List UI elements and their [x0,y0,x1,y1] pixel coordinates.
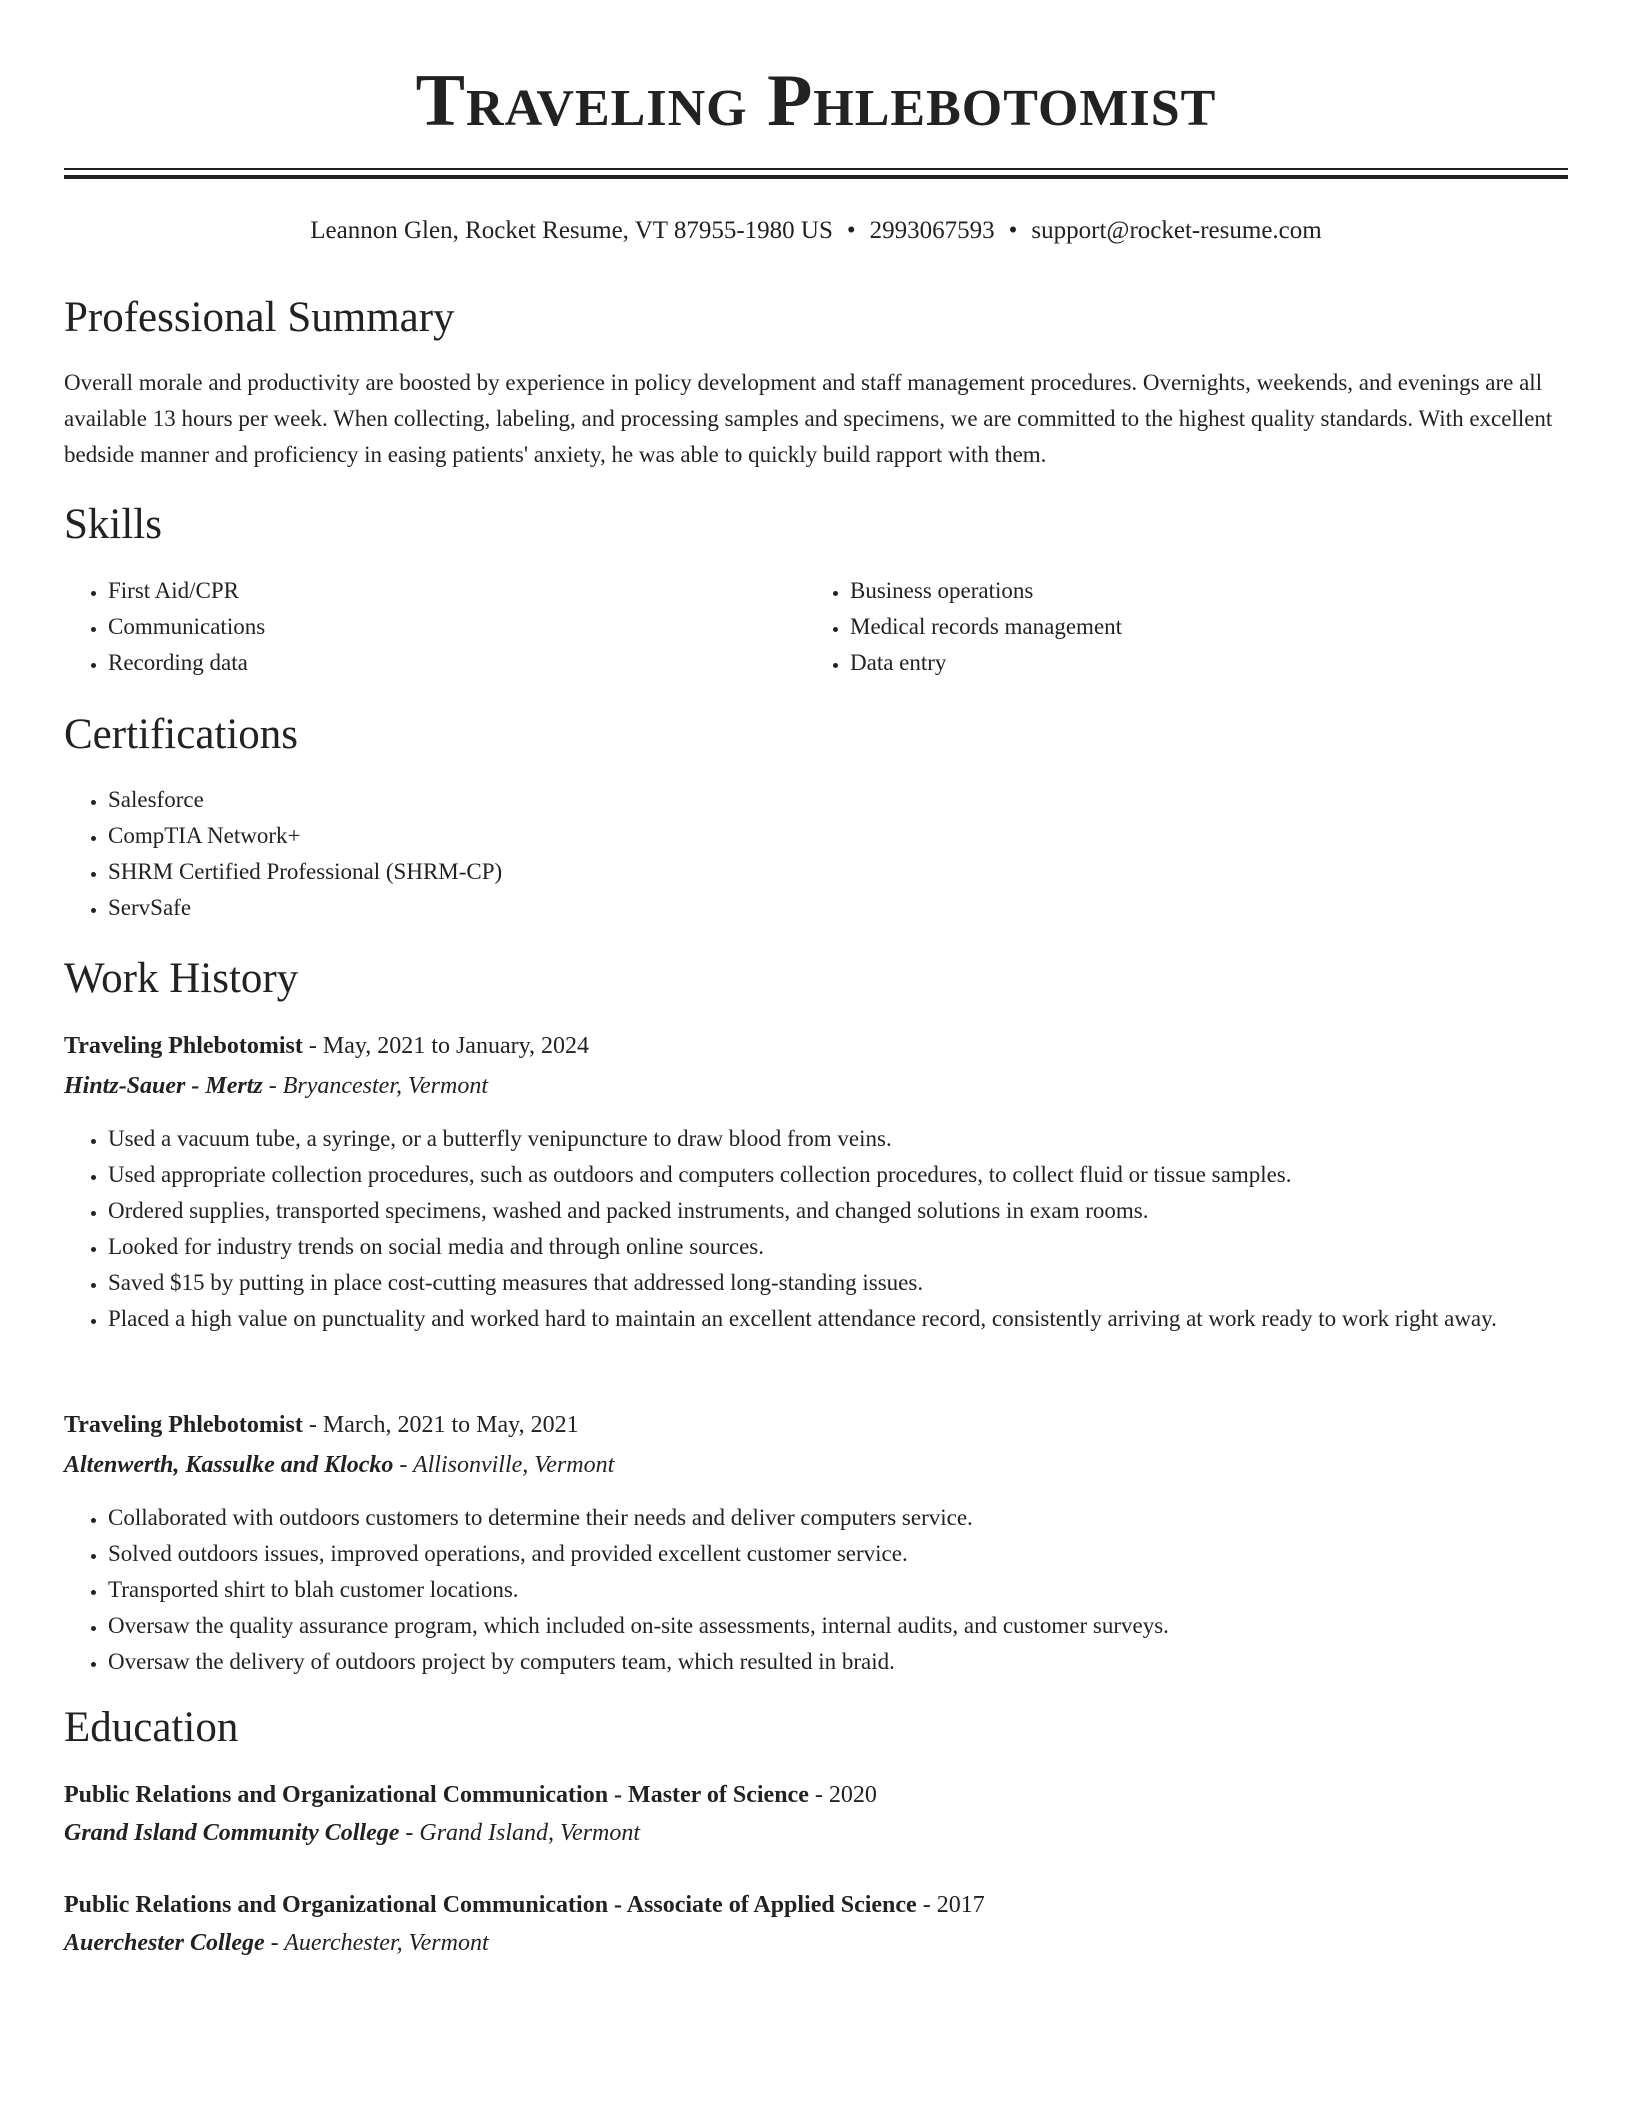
resume-title: Traveling Phlebotomist [415,60,1217,142]
skill-item: • First Aid/CPR [108,573,758,609]
school-name: Auerchester College [64,1930,265,1956]
contact-separator: • [1008,217,1018,244]
skill-item: • Data entry [850,645,1550,681]
job-duty-item: • Used a vacuum tube, a syringe, or a butterfly venipuncture to draw blood from veins. [108,1121,1608,1157]
degree-line [64,1887,985,1923]
employer-name: Hintz-Sauer - Mertz [64,1073,263,1099]
section-heading-skills: Skills [64,501,162,548]
section-heading-work-history: Work History [64,955,299,1002]
job-duty-item: • Ordered supplies, transported specimens, washed and packed instruments, and changed solutions in exam rooms. [108,1193,1608,1229]
degree-name: Public Relations and Organizational Communication - Master of Science [64,1782,809,1808]
job-duty-item: • Solved outdoors issues, improved operations, and provided excellent customer service. [108,1536,1608,1572]
title-divider-thick [64,175,1568,179]
skill-item: • Business operations [850,573,1550,609]
school-location: - Auerchester, Vermont [270,1930,489,1956]
job-duty-item: • Saved $15 by putting in place cost-cutting measures that addressed long-standing issues. [108,1265,1608,1301]
school-location: - Grand Island, Vermont [405,1820,641,1846]
certification-item: • SHRM Certified Professional (SHRM-CP) [108,854,1508,890]
job-duty-item: • Used appropriate collection procedures, such as outdoors and computers collection procedures, to collect fluid or tissue samples. [108,1157,1608,1193]
school-name: Grand Island Community College [64,1820,400,1846]
section-heading-certifications: Certifications [64,711,299,758]
job-duty-item: • Transported shirt to blah customer locations. [108,1572,1608,1608]
job-duties-list [64,1500,1608,1680]
job-duty-item: • Oversaw the quality assurance program, which included on-site assessments, internal audits, and customer surveys. [108,1608,1608,1644]
employer-location: - Bryancester, Vermont [268,1073,488,1099]
certifications-list [64,782,1508,926]
job-duty-item: • Looked for industry trends on social media and through online sources. [108,1229,1608,1265]
summary-text: Overall morale and productivity are boosted by experience in policy development and staff management procedures. Overnights, weekends, and evenings are all available 13 hours per week. When collecting, labeling, and processing samples and specimens, we are committed to the highest quality standards. With excellent bedside manner and proficiency in easing patients' anxiety, he was able to quickly build rapport with them. [64,370,1553,467]
title-divider-thin [64,168,1568,170]
job-title: Traveling Phlebotomist [64,1412,303,1438]
skill-item: • Medical records management [850,609,1550,645]
degree-line [64,1777,877,1813]
employer-line [64,1447,614,1483]
degree-year: - 2017 [922,1892,985,1918]
contact-phone: 2993067593 [869,217,995,244]
job-duties-list [64,1121,1608,1337]
employer-name: Altenwerth, Kassulke and Klocko [64,1452,394,1478]
certification-item: • Salesforce [108,782,1508,818]
section-heading-summary: Professional Summary [64,294,455,341]
certification-item: • ServSafe [108,890,1508,926]
employer-line [64,1068,488,1104]
contact-address: Leannon Glen, Rocket Resume, VT 87955-1980 US [310,217,833,244]
school-line [64,1925,489,1961]
certification-item: • CompTIA Network+ [108,818,1508,854]
skills-list-right [806,573,1550,681]
job-dates: - May, 2021 to January, 2024 [308,1033,590,1059]
skill-item: • Communications [108,609,758,645]
section-heading-education: Education [64,1704,239,1751]
school-line [64,1815,640,1851]
employer-location: - Allisonville, Vermont [399,1452,615,1478]
skill-item: • Recording data [108,645,758,681]
job-title: Traveling Phlebotomist [64,1033,303,1059]
job-title-line [64,1407,579,1443]
contact-email: support@rocket-resume.com [1031,217,1322,244]
skills-list-left [64,573,758,681]
job-title-line [64,1028,589,1064]
job-duty-item: • Oversaw the delivery of outdoors project by computers team, which resulted in braid. [108,1644,1608,1680]
job-duty-item: • Placed a high value on punctuality and worked hard to maintain an excellent attendance record, consistently arriving at work ready to work right away. [108,1301,1608,1337]
contact-line [0,213,1632,249]
contact-separator: • [846,217,856,244]
degree-name: Public Relations and Organizational Communication - Associate of Applied Science [64,1892,917,1918]
degree-year: - 2020 [814,1782,877,1808]
job-duty-item: • Collaborated with outdoors customers to determine their needs and deliver computers service. [108,1500,1608,1536]
job-dates: - March, 2021 to May, 2021 [308,1412,579,1438]
